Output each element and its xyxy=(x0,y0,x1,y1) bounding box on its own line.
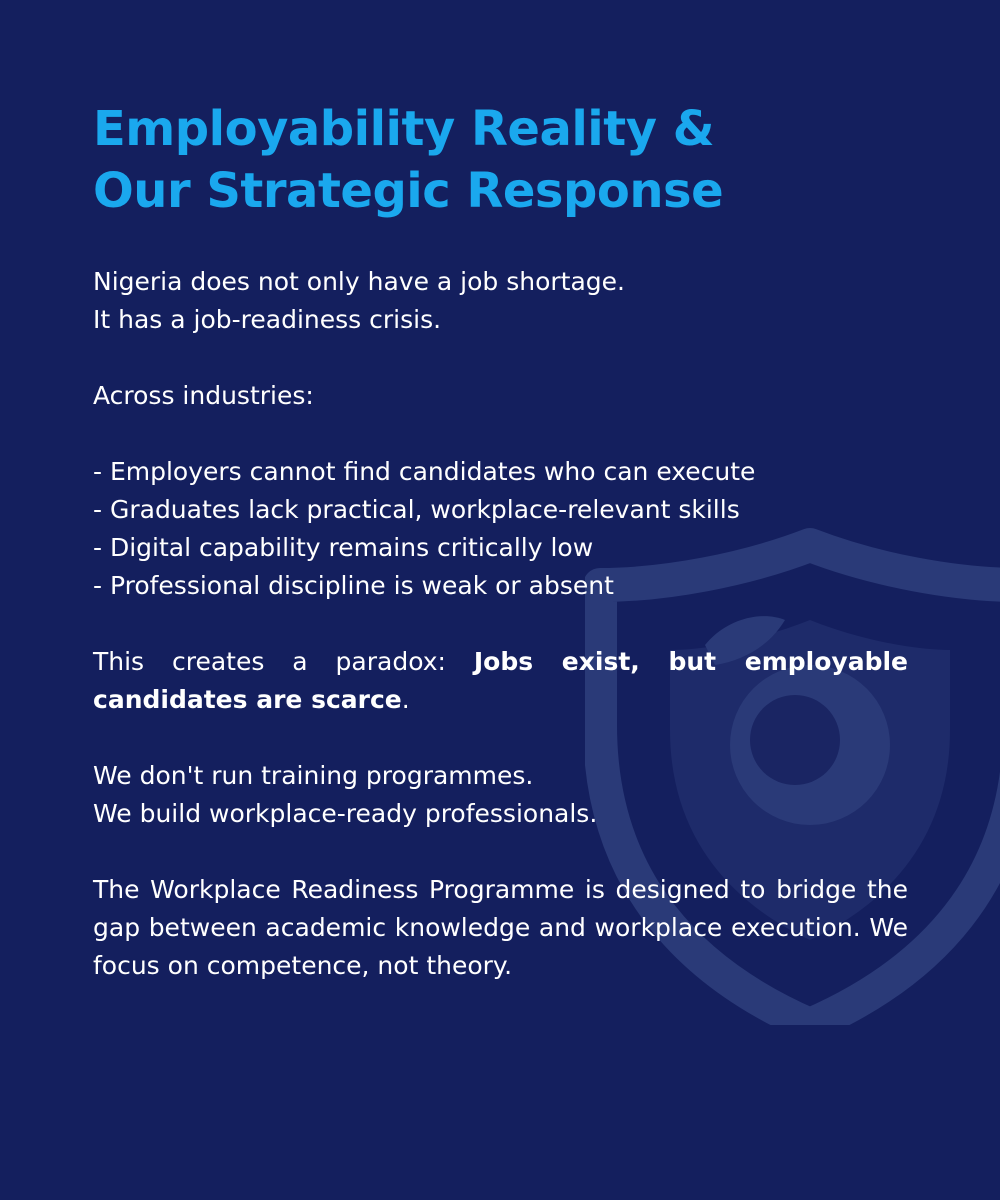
spacer xyxy=(93,833,908,871)
industry-item-4: - Professional discipline is weak or absent xyxy=(93,571,614,600)
title-line-1: Employability Reality & xyxy=(93,101,715,157)
intro-line-2: It has a job-readiness crisis. xyxy=(93,305,442,334)
stance-line-1: We don't run training programmes. xyxy=(93,761,534,790)
industry-item-1: - Employers cannot find candidates who can execute xyxy=(93,457,756,486)
paradox-paragraph xyxy=(93,643,908,719)
paradox-prefix: This creates a paradox: xyxy=(93,647,474,676)
spacer xyxy=(93,415,908,453)
body-text xyxy=(93,263,908,985)
programme-paragraph: The Workplace Readiness Programme is designed to bridge the gap between academic knowledge and workplace execution. We focus on competence, not theory. xyxy=(93,875,908,980)
paradox-suffix: . xyxy=(401,685,410,714)
stance-line-2: We build workplace-ready professionals. xyxy=(93,799,598,828)
industry-item-2: - Graduates lack practical, workplace-relevant skills xyxy=(93,495,740,524)
spacer xyxy=(93,339,908,377)
spacer xyxy=(93,719,908,757)
industries-label: Across industries: xyxy=(93,381,314,410)
spacer xyxy=(93,605,908,643)
paradox-emphasis: Jobs exist, but employable candidates are scarce xyxy=(93,647,909,714)
industry-item-3: - Digital capability remains critically low xyxy=(93,533,594,562)
title-line-2: Our Strategic Response xyxy=(93,163,724,219)
intro-line-1: Nigeria does not only have a job shortage. xyxy=(93,267,625,296)
page-title xyxy=(93,98,723,222)
